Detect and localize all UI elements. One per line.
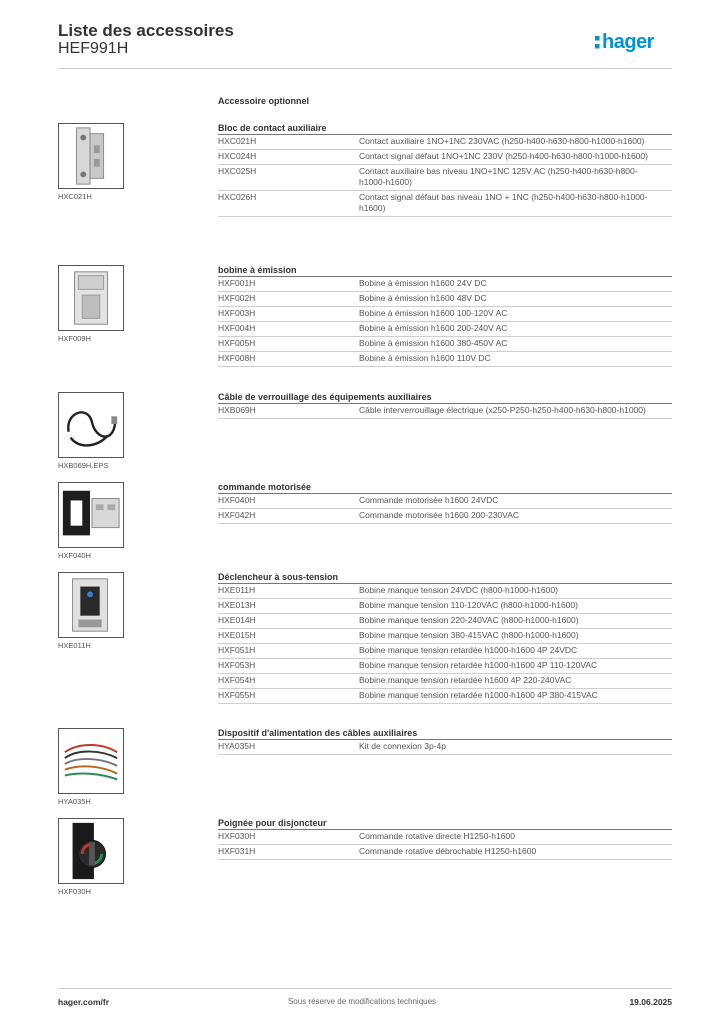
item-description: Bobine manque tension retardée h1000-h1600 4P 24VDC	[359, 645, 578, 655]
item-code: HXC024H	[218, 151, 257, 161]
page-title: Liste des accessoires	[58, 21, 234, 40]
rotary-handle-image	[58, 818, 124, 884]
item-description: Bobine manque tension retardée h1000-h1600 4P 110-120VAC	[359, 660, 598, 670]
section-rotary-handle	[218, 817, 672, 860]
table-row	[218, 494, 672, 509]
item-code: HXB069H	[218, 405, 256, 415]
item-description: Bobine à émission h1600 100-120V AC	[359, 308, 508, 318]
table-row	[218, 404, 672, 419]
table-row	[218, 307, 672, 322]
section-title: commande motorisée	[218, 481, 672, 494]
item-code: HXC025H	[218, 166, 257, 176]
section-shunt-trip	[218, 264, 672, 367]
image-caption: HXF030H	[58, 887, 91, 896]
table-row	[218, 165, 672, 191]
footer-website-link[interactable]: hager.com/fr	[58, 997, 110, 1007]
item-code: HXF003H	[218, 308, 256, 318]
item-code: HXF042H	[218, 510, 256, 520]
item-description: Bobine manque tension 110-120VAC (h800-h1000-h1600)	[359, 600, 578, 610]
table-row	[218, 845, 672, 860]
main-heading: Accessoire optionnel	[218, 96, 310, 106]
item-code: HXF040H	[218, 495, 256, 505]
table-row	[218, 277, 672, 292]
table-row	[218, 150, 672, 165]
item-description: Commande motorisée h1600 24VDC	[359, 495, 499, 505]
item-description: Bobine manque tension retardée h1000-h1600 4P 380-415VAC	[359, 690, 598, 700]
undervoltage-release-image	[58, 572, 124, 638]
image-caption: HXF040H	[58, 551, 91, 560]
section-title: Bloc de contact auxiliaire	[218, 122, 672, 135]
section-undervoltage-release	[218, 571, 672, 704]
item-code: HXF005H	[218, 338, 256, 348]
image-caption: HXC021H	[58, 192, 92, 201]
item-code: HXF054H	[218, 675, 256, 685]
table-row	[218, 599, 672, 614]
product-reference: HEF991H	[58, 40, 129, 57]
section-motor-operator	[218, 481, 672, 524]
table-row	[218, 659, 672, 674]
shunt-trip-image	[58, 265, 124, 331]
item-description: Bobine manque tension 220-240VAC (h800-h1000-h1600)	[359, 615, 579, 625]
table-row	[218, 322, 672, 337]
item-description: Bobine à émission h1600 110V DC	[359, 353, 491, 363]
item-code: HXF004H	[218, 323, 256, 333]
table-row	[218, 337, 672, 352]
header-divider	[58, 68, 672, 69]
table-row	[218, 644, 672, 659]
table-row	[218, 135, 672, 150]
item-description: Contact signal défaut 1NO+1NC 230V (h250-h400-h630-h800-h1000-h1600)	[359, 151, 648, 161]
svg-text:hager: hager	[602, 31, 654, 53]
item-description: Bobine à émission h1600 48V DC	[359, 293, 487, 303]
item-code: HXF055H	[218, 690, 256, 700]
section-title: Déclencheur à sous-tension	[218, 571, 672, 584]
footer-disclaimer: Sous réserve de modifications techniques	[287, 997, 437, 1006]
hager-logo	[594, 26, 676, 56]
cable-kit-image	[58, 728, 124, 794]
section-interlock-cable	[218, 391, 672, 419]
table-row	[218, 584, 672, 599]
item-code: HXF051H	[218, 645, 256, 655]
item-description: Bobine à émission h1600 200-240V AC	[359, 323, 508, 333]
item-description: Commande rotative débrochable H1250-h1600	[359, 846, 537, 856]
section-title: Poignée pour disjoncteur	[218, 817, 672, 830]
auxiliary-contact-image	[58, 123, 124, 189]
item-code: HXF053H	[218, 660, 256, 670]
interlock-cable-image	[58, 392, 124, 458]
item-description: Bobine manque tension 380-415VAC (h800-h1000-h1600)	[359, 630, 579, 640]
table-row	[218, 629, 672, 644]
item-code: HXE015H	[218, 630, 256, 640]
table-row	[218, 614, 672, 629]
item-description: Commande motorisée h1600 200-230VAC	[359, 510, 520, 520]
table-row	[218, 509, 672, 524]
table-row	[218, 830, 672, 845]
footer-divider	[58, 988, 672, 989]
section-cable-kit	[218, 727, 672, 755]
item-description: Bobine à émission h1600 24V DC	[359, 278, 487, 288]
item-description: Bobine manque tension retardée h1600 4P 220-240VAC	[359, 675, 572, 685]
table-row	[218, 191, 672, 217]
section-title: Dispositif d'alimentation des câbles auxiliaires	[218, 727, 672, 740]
section-auxiliary-contact	[218, 122, 672, 217]
motor-operator-image	[58, 482, 124, 548]
footer-date: 19.06.2025	[629, 997, 672, 1007]
item-description: Contact auxiliaire 1NO+1NC 230VAC (h250-h400-h630-h800-h1000-h1600)	[359, 136, 645, 146]
item-code: HXE013H	[218, 600, 256, 610]
table-row	[218, 674, 672, 689]
image-caption: HYA035H	[58, 797, 91, 806]
item-code: HXF002H	[218, 293, 256, 303]
image-caption: HXB069H.EPS	[58, 461, 109, 470]
item-code: HXC021H	[218, 136, 257, 146]
section-title: bobine à émission	[218, 264, 672, 277]
item-description: Bobine manque tension 24VDC (h800-h1000-h1600)	[359, 585, 558, 595]
item-description: Contact signal défaut bas niveau 1NO + 1NC (h250-h400-h630-h800-h1000-h1600)	[359, 192, 648, 213]
image-caption: HXF009H	[58, 334, 91, 343]
item-code: HYA035H	[218, 741, 256, 751]
item-code: HXF030H	[218, 831, 256, 841]
table-row	[218, 352, 672, 367]
item-code: HXE011H	[218, 585, 256, 595]
section-title: Câble de verrouillage des équipements auxiliaires	[218, 391, 672, 404]
item-description: Câble interverrouillage électrique (x250-P250-h250-h400-h630-h800-h1000)	[359, 405, 646, 415]
table-row	[218, 689, 672, 704]
item-code: HXC026H	[218, 192, 257, 202]
item-description: Bobine à émission h1600 380-450V AC	[359, 338, 508, 348]
item-code: HXF031H	[218, 846, 256, 856]
image-caption: HXE011H	[58, 641, 91, 650]
table-row	[218, 292, 672, 307]
table-row	[218, 740, 672, 755]
item-description: Commande rotative directe H1250-h1600	[359, 831, 515, 841]
item-code: HXF001H	[218, 278, 256, 288]
item-code: HXF008H	[218, 353, 256, 363]
item-description: Kit de connexion 3p-4p	[359, 741, 446, 751]
item-description: Contact auxiliaire bas niveau 1NO+1NC 125V AC (h250-h400-h630-h800-h1000-h1600)	[359, 166, 638, 187]
item-code: HXE014H	[218, 615, 256, 625]
